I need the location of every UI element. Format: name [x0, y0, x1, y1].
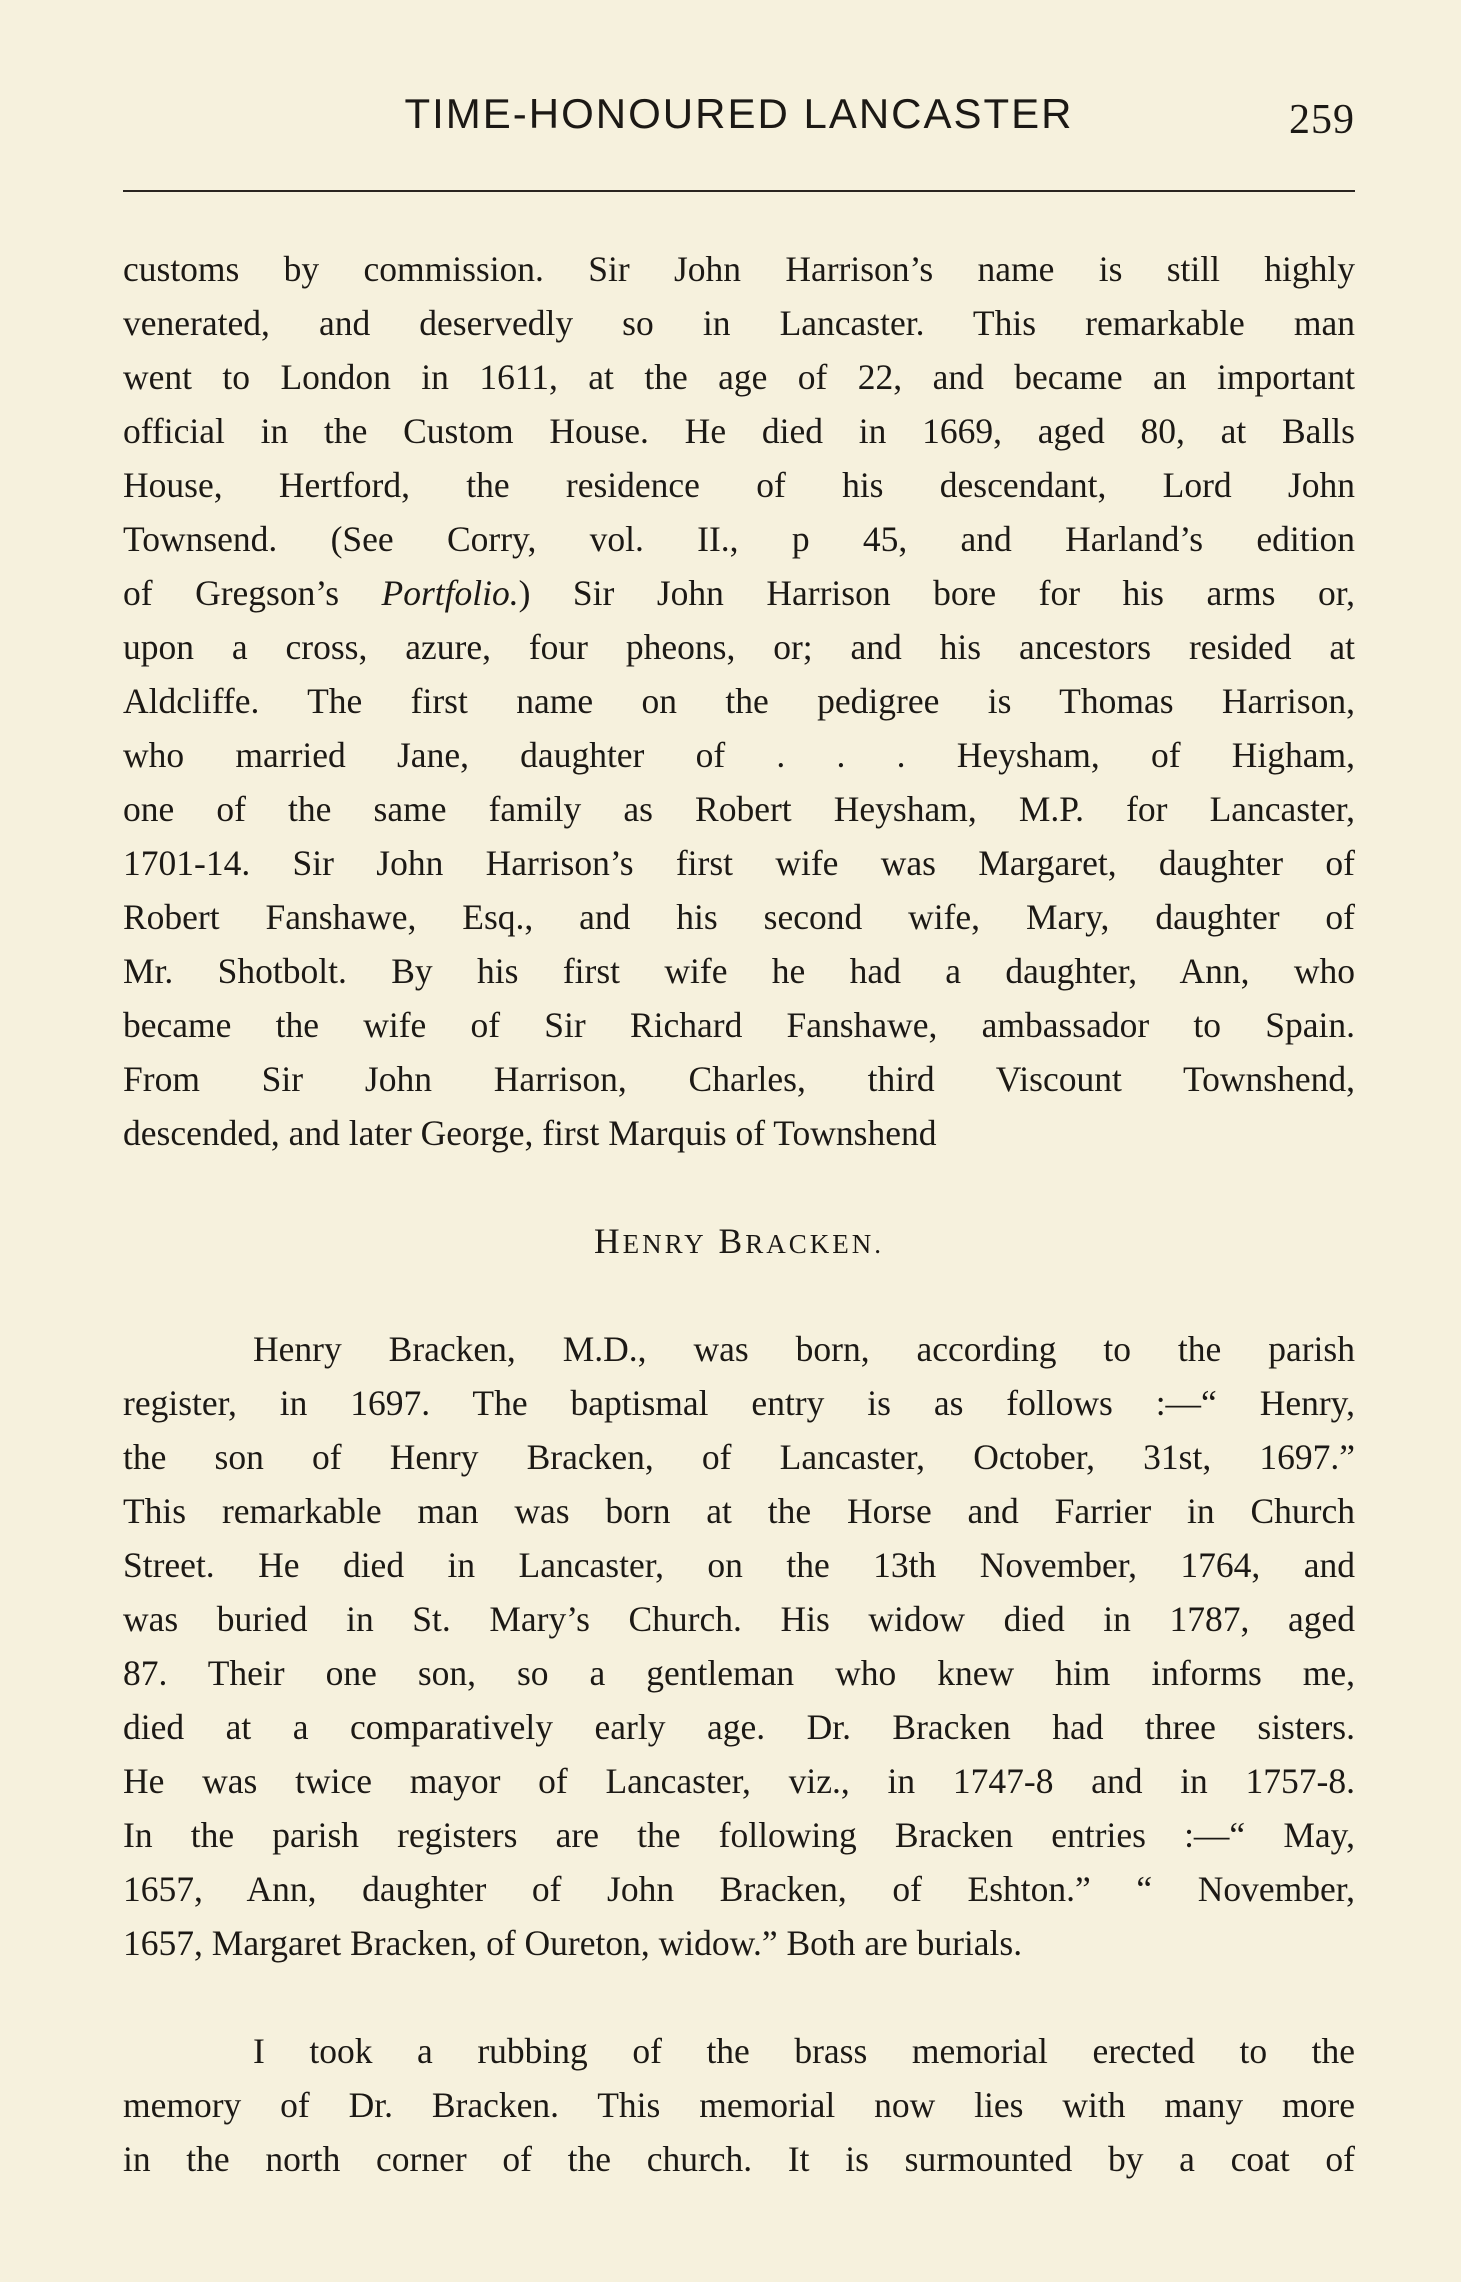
- text-line: descended, and later George, first Marquis of Townshend: [123, 1113, 937, 1153]
- text-line: official in the Custom House. He died in 1669, aged 80, at Balls: [123, 411, 1355, 451]
- text-line: went to London in 1611, at the age of 22, and became an important: [123, 357, 1355, 397]
- header-rule: [123, 190, 1355, 192]
- text-line: became the wife of Sir Richard Fanshawe, ambassador to Spain.: [123, 1005, 1355, 1045]
- body-text: [123, 242, 1355, 2186]
- text-line: register, in 1697. The baptismal entry is as follows :—“ Henry,: [123, 1383, 1355, 1423]
- running-title: TIME-HONOURED LANCASTER: [404, 90, 1074, 137]
- text-line: one of the same family as Robert Heysham, M.P. for Lancaster,: [123, 789, 1355, 829]
- paragraph-bracken: [123, 1322, 1355, 1970]
- text-line: died at a comparatively early age. Dr. Bracken had three sisters.: [123, 1707, 1355, 1747]
- text-line: 1701-14. Sir John Harrison’s first wife was Margaret, daughter of: [123, 843, 1355, 883]
- text-line: 1657, Ann, daughter of John Bracken, of Eshton.” “ November,: [123, 1869, 1355, 1909]
- text-line: memory of Dr. Bracken. This memorial now lies with many more: [123, 2085, 1355, 2125]
- heading-smallcaps: RACKEN.: [745, 1229, 884, 1259]
- heading-initial: B: [718, 1221, 746, 1261]
- text-line: was buried in St. Mary’s Church. His widow died in 1787, aged: [123, 1599, 1355, 1639]
- text-line: In the parish registers are the following Bracken entries :—“ May,: [123, 1815, 1355, 1855]
- page-number: 259: [1289, 97, 1355, 143]
- text-line: who married Jane, daughter of . . . Heysham, of Higham,: [123, 735, 1355, 775]
- text-line: Henry Bracken, M.D., was born, according to the parish: [253, 1329, 1355, 1369]
- text-line: This remarkable man was born at the Horse and Farrier in Church: [123, 1491, 1355, 1531]
- text-line: Robert Fanshawe, Esq., and his second wife, Mary, daughter of: [123, 897, 1355, 937]
- text-line: in the north corner of the church. It is surmounted by a coat of: [123, 2139, 1355, 2179]
- italic-title: Portfolio.: [381, 573, 519, 613]
- section-heading: [123, 1214, 1355, 1268]
- text-line: venerated, and deservedly so in Lancaster. This remarkable man: [123, 303, 1355, 343]
- text-line: From Sir John Harrison, Charles, third Viscount Townshend,: [123, 1059, 1355, 1099]
- paragraph-harrison: [123, 242, 1355, 1160]
- text-segment: of Gregson’s: [123, 573, 382, 613]
- running-header: [123, 84, 1355, 144]
- text-line: Street. He died in Lancaster, on the 13th November, 1764, and: [123, 1545, 1355, 1585]
- text-line: 87. Their one son, so a gentleman who knew him informs me,: [123, 1653, 1355, 1693]
- text-line: Aldcliffe. The first name on the pedigree is Thomas Harrison,: [123, 681, 1355, 721]
- paragraph-memorial: [123, 2024, 1355, 2186]
- text-line: Mr. Shotbolt. By his first wife he had a daughter, Ann, who: [123, 951, 1355, 991]
- text-line: upon a cross, azure, four pheons, or; and his ancestors resided at: [123, 627, 1355, 667]
- text-line: 1657, Margaret Bracken, of Oureton, widow.” Both are burials.: [123, 1923, 1023, 1963]
- heading-initial: H: [594, 1221, 623, 1261]
- text-line: He was twice mayor of Lancaster, viz., in 1747-8 and in 1757-8.: [123, 1761, 1355, 1801]
- text-line: I took a rubbing of the brass memorial erected to the: [253, 2031, 1355, 2071]
- text-segment: ) Sir John Harrison bore for his arms or,: [518, 573, 1355, 613]
- text-line: the son of Henry Bracken, of Lancaster, October, 31st, 1697.”: [123, 1437, 1355, 1477]
- text-line: [123, 566, 1355, 620]
- text-line: Townsend. (See Corry, vol. II., p 45, and Harland’s edition: [123, 519, 1355, 559]
- heading-smallcaps: ENRY: [622, 1229, 707, 1259]
- text-line: customs by commission. Sir John Harrison’s name is still highly: [123, 249, 1355, 289]
- text-line: House, Hertford, the residence of his descendant, Lord John: [123, 465, 1355, 505]
